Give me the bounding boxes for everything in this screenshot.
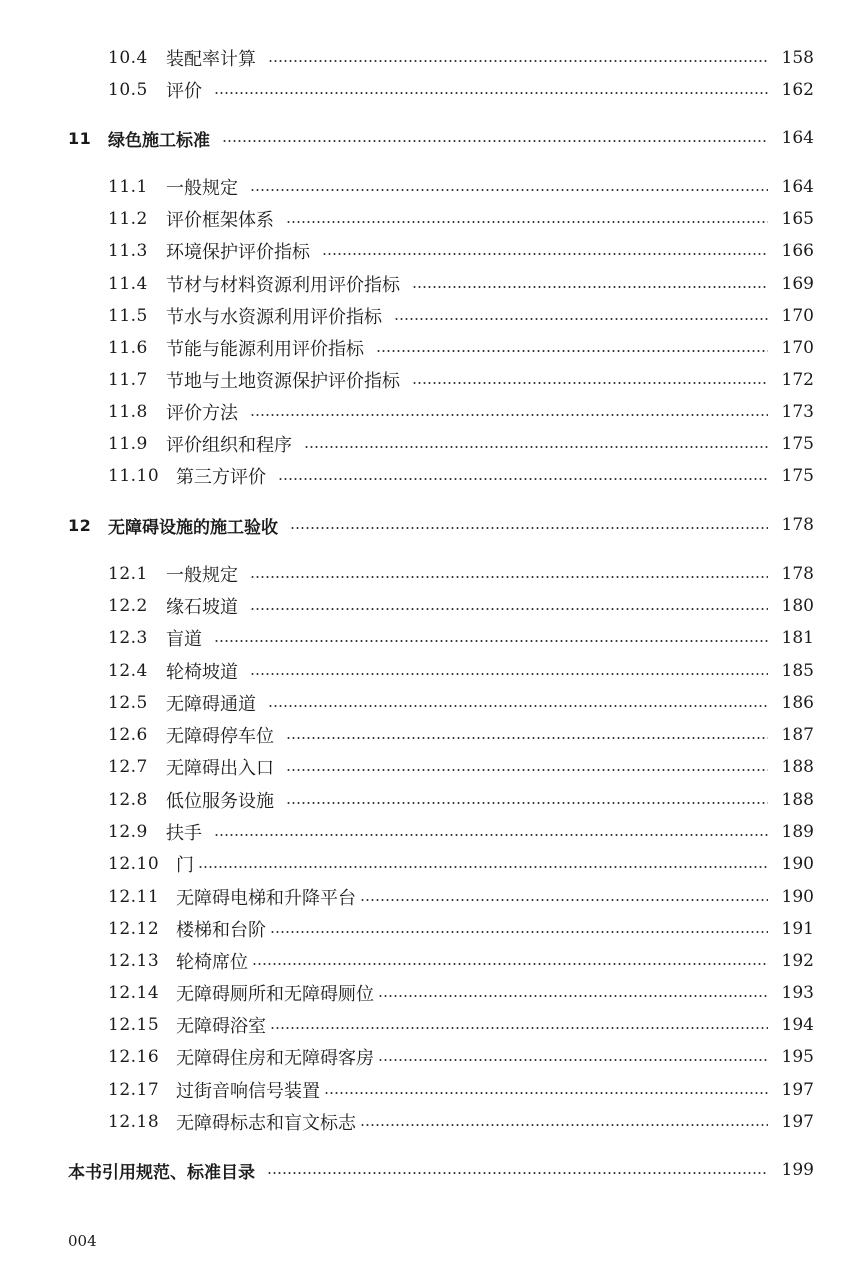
page-number: 166 bbox=[781, 241, 814, 261]
section-number: 12.15 bbox=[108, 1015, 160, 1035]
section-number: 12.18 bbox=[108, 1112, 160, 1132]
section-title: 装配率计算 bbox=[166, 49, 256, 70]
section-number: 10.5 bbox=[108, 80, 148, 100]
toc-entry[interactable] bbox=[0, 366, 854, 394]
section-number: 12.1 bbox=[108, 564, 148, 584]
section-number: 12.11 bbox=[108, 887, 160, 907]
dot-leader bbox=[214, 834, 768, 836]
toc-entry[interactable] bbox=[0, 592, 854, 620]
section-number: 12.3 bbox=[108, 628, 148, 648]
dot-leader bbox=[322, 253, 768, 255]
page-number: 173 bbox=[781, 402, 814, 422]
section-title: 盲道 bbox=[166, 629, 202, 650]
chapter-number: 11 bbox=[68, 128, 92, 148]
section-number: 11.7 bbox=[108, 370, 148, 390]
section-number: 12.5 bbox=[108, 693, 148, 713]
dot-leader bbox=[250, 189, 768, 191]
dot-leader bbox=[250, 608, 768, 610]
section-title: 轮椅席位 bbox=[176, 952, 248, 973]
section-title: 节水与水资源利用评价指标 bbox=[166, 307, 382, 328]
section-number: 11.1 bbox=[108, 177, 148, 197]
section-title: 扶手 bbox=[166, 823, 202, 844]
toc-entry[interactable] bbox=[0, 334, 854, 362]
page-number: 190 bbox=[781, 887, 814, 907]
dot-leader bbox=[250, 673, 768, 675]
toc-chapter-entry[interactable] bbox=[0, 511, 854, 539]
toc-entry[interactable] bbox=[0, 462, 854, 490]
dot-leader bbox=[214, 92, 768, 94]
references-title: 本书引用规范、标准目录 bbox=[68, 1162, 255, 1183]
section-number: 11.2 bbox=[108, 209, 148, 229]
toc-entry[interactable] bbox=[0, 689, 854, 717]
section-title: 无障碍电梯和升降平台 bbox=[176, 888, 356, 909]
chapter-title: 绿色施工标准 bbox=[108, 130, 210, 151]
dot-leader bbox=[214, 640, 768, 642]
page-number: 178 bbox=[781, 564, 814, 584]
page-number: 197 bbox=[781, 1112, 814, 1132]
page-number: 170 bbox=[781, 306, 814, 326]
section-title: 无障碍厕所和无障碍厕位 bbox=[176, 984, 374, 1005]
section-title: 低位服务设施 bbox=[166, 791, 274, 812]
page-number: 192 bbox=[781, 951, 814, 971]
section-title: 环境保护评价指标 bbox=[166, 242, 310, 263]
page-number: 181 bbox=[781, 628, 814, 648]
dot-leader bbox=[250, 576, 768, 578]
page-number: 191 bbox=[781, 919, 814, 939]
page-number: 188 bbox=[781, 757, 814, 777]
section-title: 无障碍浴室 bbox=[176, 1016, 266, 1037]
toc-entry[interactable] bbox=[0, 430, 854, 458]
page-number: 170 bbox=[781, 338, 814, 358]
section-number: 11.8 bbox=[108, 402, 148, 422]
section-number: 12.13 bbox=[108, 951, 160, 971]
toc-entry[interactable] bbox=[0, 237, 854, 265]
page-number: 169 bbox=[781, 274, 814, 294]
section-number: 11.4 bbox=[108, 274, 148, 294]
dot-leader bbox=[270, 1027, 768, 1029]
section-number: 11.3 bbox=[108, 241, 148, 261]
toc-entry[interactable] bbox=[0, 302, 854, 330]
page-number: 162 bbox=[781, 80, 814, 100]
section-title: 评价 bbox=[166, 81, 202, 102]
section-title: 节材与材料资源利用评价指标 bbox=[166, 275, 400, 296]
toc-entry[interactable] bbox=[0, 173, 854, 201]
section-number: 12.17 bbox=[108, 1080, 160, 1100]
footer-page-number: 004 bbox=[68, 1232, 97, 1250]
section-title: 无障碍通道 bbox=[166, 694, 256, 715]
section-title: 评价框架体系 bbox=[166, 210, 274, 231]
toc-entry[interactable] bbox=[0, 883, 854, 911]
section-number: 12.10 bbox=[108, 854, 160, 874]
page-number: 195 bbox=[781, 1047, 814, 1067]
dot-leader bbox=[222, 140, 768, 142]
section-title: 评价组织和程序 bbox=[166, 435, 292, 456]
section-title: 轮椅坡道 bbox=[166, 662, 238, 683]
section-title: 评价方法 bbox=[166, 403, 238, 424]
page-number: 188 bbox=[781, 790, 814, 810]
section-number: 12.2 bbox=[108, 596, 148, 616]
page-number: 164 bbox=[781, 128, 814, 148]
dot-leader bbox=[286, 221, 768, 223]
dot-leader bbox=[378, 1059, 768, 1061]
page-number: 180 bbox=[781, 596, 814, 616]
section-number: 12.9 bbox=[108, 822, 148, 842]
toc-entry[interactable] bbox=[0, 1043, 854, 1071]
dot-leader bbox=[394, 318, 768, 320]
dot-leader bbox=[268, 705, 768, 707]
page-number: 165 bbox=[781, 209, 814, 229]
section-number: 12.12 bbox=[108, 919, 160, 939]
toc-entry[interactable] bbox=[0, 721, 854, 749]
section-number: 11.5 bbox=[108, 306, 148, 326]
dot-leader bbox=[278, 478, 768, 480]
section-number: 12.6 bbox=[108, 725, 148, 745]
toc-chapter-entry[interactable] bbox=[0, 124, 854, 152]
toc-entry[interactable] bbox=[0, 1108, 854, 1136]
page-number: 172 bbox=[781, 370, 814, 390]
page-number: 158 bbox=[781, 48, 814, 68]
section-number: 12.8 bbox=[108, 790, 148, 810]
toc-references-entry[interactable] bbox=[0, 1156, 854, 1184]
section-title: 无障碍停车位 bbox=[166, 726, 274, 747]
section-title: 楼梯和台阶 bbox=[176, 920, 266, 941]
dot-leader bbox=[290, 527, 768, 529]
page-number: 187 bbox=[781, 725, 814, 745]
section-number: 10.4 bbox=[108, 48, 148, 68]
page-number: 197 bbox=[781, 1080, 814, 1100]
section-title: 无障碍住房和无障碍客房 bbox=[176, 1048, 374, 1069]
section-title: 节能与能源利用评价指标 bbox=[166, 339, 364, 360]
section-number: 11.6 bbox=[108, 338, 148, 358]
toc-entry[interactable] bbox=[0, 44, 854, 72]
toc-entry[interactable] bbox=[0, 205, 854, 233]
toc-entry[interactable] bbox=[0, 979, 854, 1007]
dot-leader bbox=[378, 995, 768, 997]
dot-leader bbox=[360, 899, 768, 901]
dot-leader bbox=[268, 60, 768, 62]
section-title: 一般规定 bbox=[166, 565, 238, 586]
dot-leader bbox=[324, 1092, 768, 1094]
toc-entry[interactable] bbox=[0, 560, 854, 588]
page-number: 175 bbox=[781, 434, 814, 454]
page-number: 190 bbox=[781, 854, 814, 874]
toc-entry[interactable] bbox=[0, 657, 854, 685]
page-number: 178 bbox=[781, 515, 814, 535]
dot-leader bbox=[412, 382, 768, 384]
toc-entry[interactable] bbox=[0, 1011, 854, 1039]
section-title: 无障碍出入口 bbox=[166, 758, 274, 779]
chapter-number: 12 bbox=[68, 515, 92, 535]
toc-entry[interactable] bbox=[0, 270, 854, 298]
section-title: 一般规定 bbox=[166, 178, 238, 199]
toc-entry[interactable] bbox=[0, 624, 854, 652]
page-number: 199 bbox=[781, 1160, 814, 1180]
page-number: 186 bbox=[781, 693, 814, 713]
dot-leader bbox=[360, 1124, 768, 1126]
page-number: 189 bbox=[781, 822, 814, 842]
toc-entry[interactable] bbox=[0, 818, 854, 846]
chapter-title: 无障碍设施的施工验收 bbox=[108, 517, 278, 538]
toc-entry[interactable] bbox=[0, 850, 854, 878]
section-title: 第三方评价 bbox=[176, 467, 266, 488]
page-number: 164 bbox=[781, 177, 814, 197]
toc-entry[interactable] bbox=[0, 786, 854, 814]
section-title: 无障碍标志和盲文标志 bbox=[176, 1113, 356, 1134]
section-number: 11.9 bbox=[108, 434, 148, 454]
dot-leader bbox=[270, 931, 768, 933]
section-title: 过街音响信号装置 bbox=[176, 1081, 320, 1102]
dot-leader bbox=[267, 1172, 768, 1174]
toc-entry[interactable] bbox=[0, 753, 854, 781]
page-number: 194 bbox=[781, 1015, 814, 1035]
section-title: 缘石坡道 bbox=[166, 597, 238, 618]
page-number: 185 bbox=[781, 661, 814, 681]
section-title: 节地与土地资源保护评价指标 bbox=[166, 371, 400, 392]
section-number: 12.7 bbox=[108, 757, 148, 777]
dot-leader bbox=[376, 350, 768, 352]
section-number: 12.14 bbox=[108, 983, 160, 1003]
toc-entry[interactable] bbox=[0, 76, 854, 104]
dot-leader bbox=[304, 446, 768, 448]
toc-entry[interactable] bbox=[0, 915, 854, 943]
dot-leader bbox=[252, 963, 768, 965]
dot-leader bbox=[286, 769, 768, 771]
toc-entry[interactable] bbox=[0, 398, 854, 426]
section-title: 门 bbox=[176, 855, 194, 876]
dot-leader bbox=[250, 414, 768, 416]
dot-leader bbox=[198, 866, 768, 868]
toc-entry[interactable] bbox=[0, 947, 854, 975]
dot-leader bbox=[286, 737, 768, 739]
section-number: 11.10 bbox=[108, 466, 160, 486]
page-number: 193 bbox=[781, 983, 814, 1003]
toc-entry[interactable] bbox=[0, 1076, 854, 1104]
section-number: 12.16 bbox=[108, 1047, 160, 1067]
dot-leader bbox=[286, 802, 768, 804]
section-number: 12.4 bbox=[108, 661, 148, 681]
dot-leader bbox=[412, 286, 768, 288]
page-number: 175 bbox=[781, 466, 814, 486]
